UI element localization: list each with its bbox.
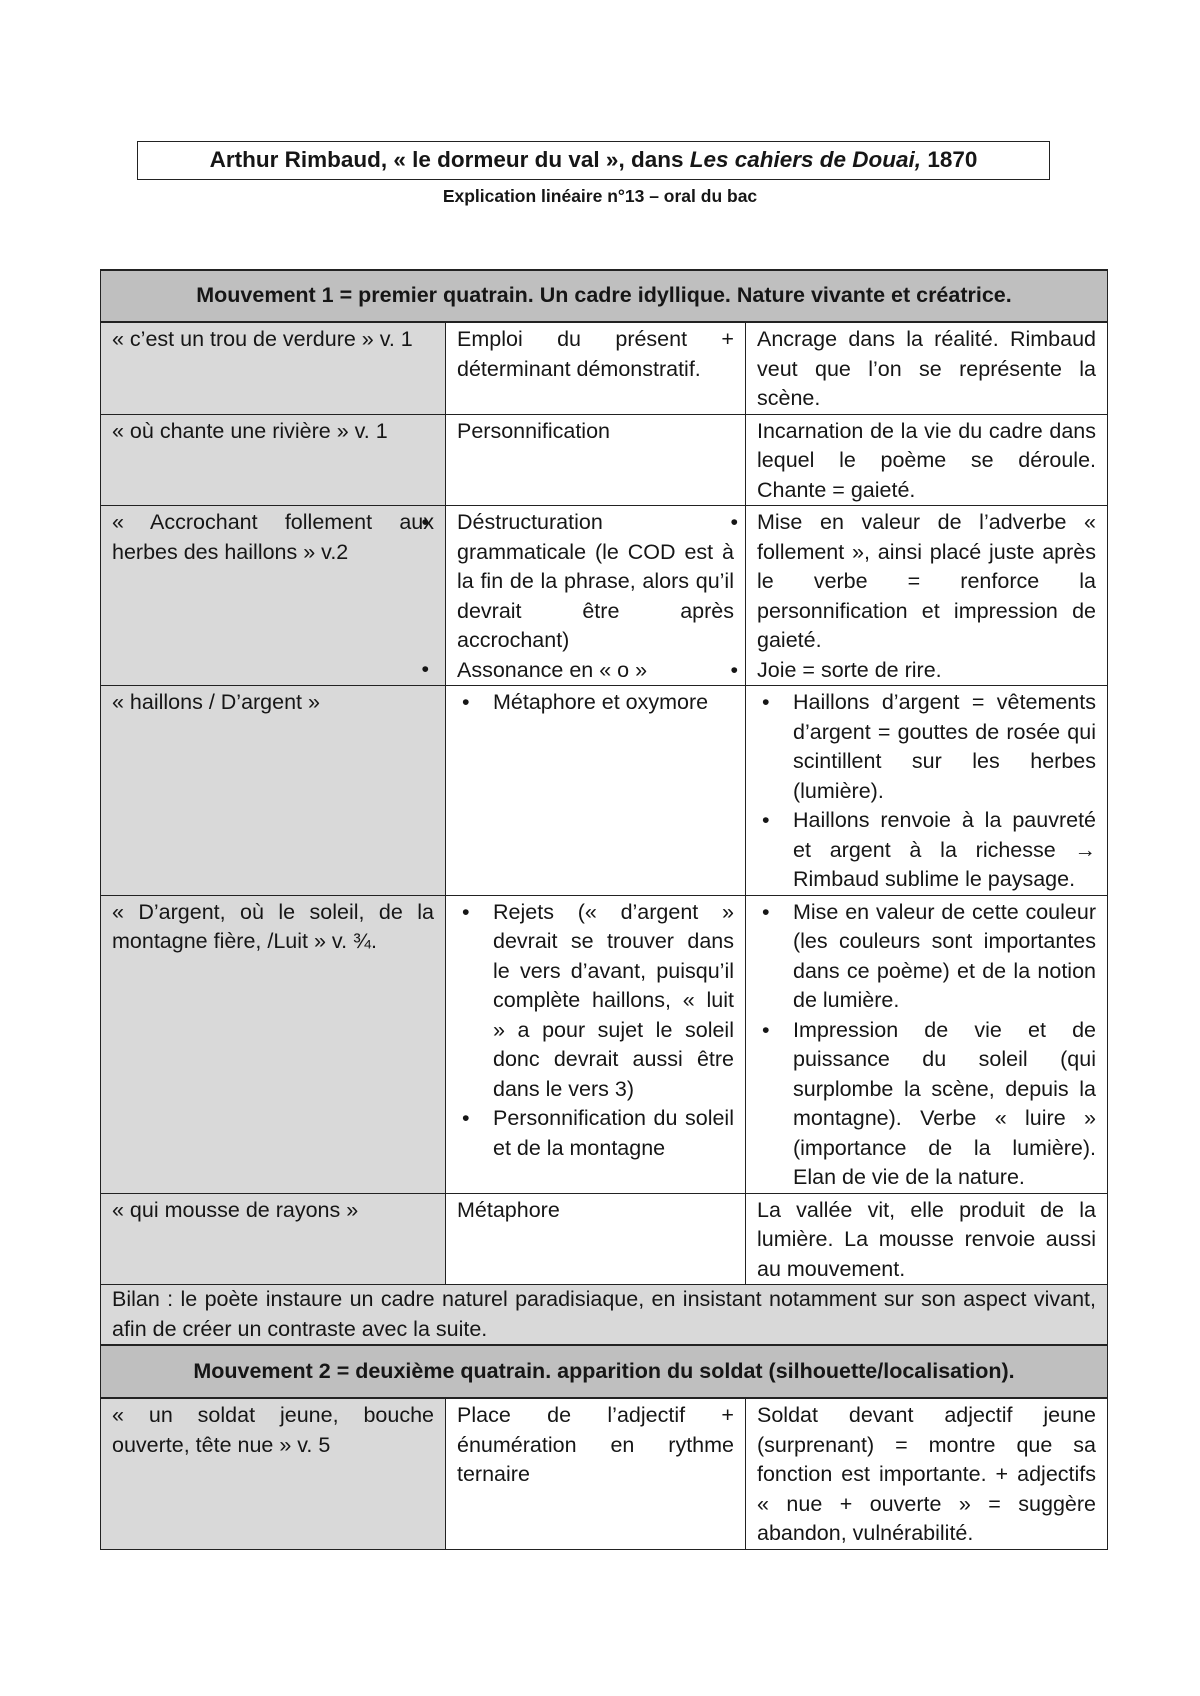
interpretation-cell [746,895,1108,1193]
procede-cell: Place de l’adjectif + énumération en rythme ternaire [446,1398,746,1549]
table-row [101,322,1108,414]
interpretation-text: Mise en valeur de l’adverbe « follement », ainsi placé juste après le verbe = renforce la personnification et impression de gaieté. [757,510,1096,652]
interpretation-cell [746,506,1108,686]
movement-1-header-row [101,270,1108,322]
citation-cell: « haillons / D’argent » [101,686,446,896]
interpretation-cell [746,686,1108,896]
interpretation-cell: La vallée vit, elle produit de la lumière. La mousse renvoie aussi au mouvement. [746,1193,1108,1285]
procede-item [457,508,734,656]
document-subtitle: Explication linéaire n°13 – oral du bac [442,186,758,206]
title-author-poem: Arthur Rimbaud, « le dormeur du val », dans [209,147,690,172]
interpretation-text: Joie = sorte de rire. [757,657,942,682]
bullet-item: • Mise en valeur de cette couleur (les couleurs sont importantes dans ce poème) et de la notion de lumière. [793,898,1096,1016]
bullet-item: • Métaphore et oxymore [493,688,734,718]
citation-cell: « c’est un trou de verdure » v. 1 [101,322,446,414]
document-title [137,141,1050,180]
bullet-mark-icon [421,508,429,538]
table-row [101,686,1108,896]
procede-cell [446,895,746,1193]
bullet-list [757,898,1096,1193]
citation-cell: « D’argent, où le soleil, de la montagne fière, /Luit » v. ¾. [101,895,446,1193]
interpretation-cell: Soldat devant adjectif jeune (surprenant) = montre que sa fonction est importante. + adjectifs « nue + ouverte » = suggère abandon, vulnérabilité. [746,1398,1108,1549]
table-row [101,414,1108,506]
citation-cell: « qui mousse de rayons » [101,1193,446,1285]
interpretation-cell: Incarnation de la vie du cadre dans lequel le poème se déroule. Chante = gaieté. [746,414,1108,506]
interpretation-cell: Ancrage dans la réalité. Rimbaud veut que l’on se représente la scène. [746,322,1108,414]
title-year: 1870 [921,147,978,172]
bullet-list [457,898,734,1164]
bullet-mark-icon [718,508,738,538]
bullet-item: • Haillons d’argent = vêtements d’argent = gouttes de rosée qui scintillent sur les herbes (lumière). [793,688,1096,806]
procede-cell [446,686,746,896]
bullet-list [757,688,1096,895]
table-row [101,1398,1108,1549]
table-row [101,895,1108,1193]
bilan-text: Bilan : le poète instaure un cadre naturel paradisiaque, en insistant notamment sur son aspect vivant, afin de créer un contraste avec la suite. [101,1285,1108,1346]
bullet-item: • Impression de vie et de puissance du soleil (qui surplombe la scène, depuis la montagne). Verbe « luire » (importance de la lumière). Elan de vie de la nature. [793,1016,1096,1193]
procede-cell: Métaphore [446,1193,746,1285]
bullet-item: • Personnification du soleil et de la montagne [493,1104,734,1163]
table-row [101,1193,1108,1285]
table-row [101,506,1108,686]
movement-2-heading: Mouvement 2 = deuxième quatrain. apparition du soldat (silhouette/localisation). [101,1345,1108,1398]
citation-text: « Accrochant follement aux herbes des haillons » v.2 [112,510,434,564]
bilan-row [101,1285,1108,1346]
movement-2-header-row [101,1345,1108,1398]
citation-cell: « où chante une rivière » v. 1 [101,414,446,506]
bullet-item: • Haillons renvoie à la pauvreté et argent à la richesse → Rimbaud sublime le paysage. [793,806,1096,895]
movement-1-heading: Mouvement 1 = premier quatrain. Un cadre idyllique. Nature vivante et créatrice. [101,270,1108,322]
bullet-mark-icon [718,656,738,686]
procede-cell: Emploi du présent + déterminant démonstratif. [446,322,746,414]
procede-text: Assonance en « o » [457,657,648,682]
bullet-list [457,688,734,718]
citation-cell: « un soldat jeune, bouche ouverte, tête nue » v. 5 [101,1398,446,1549]
bullet-item: • Rejets (« d’argent » devrait se trouver dans le vers d’avant, puisqu’il complète haillons, « luit » a pour sujet le soleil donc devrait aussi être dans le vers 3) [493,898,734,1105]
bullet-mark-icon [421,655,429,685]
procede-item [457,656,734,686]
procede-cell: Personnification [446,414,746,506]
analysis-table [100,269,1108,1550]
procede-cell [446,506,746,686]
title-collection: Les cahiers de Douai, [689,147,922,172]
procede-text: Déstructuration grammaticale (le COD est à la fin de la phrase, alors qu’il devrait être après accrochant) [457,510,734,652]
citation-cell [101,506,446,686]
